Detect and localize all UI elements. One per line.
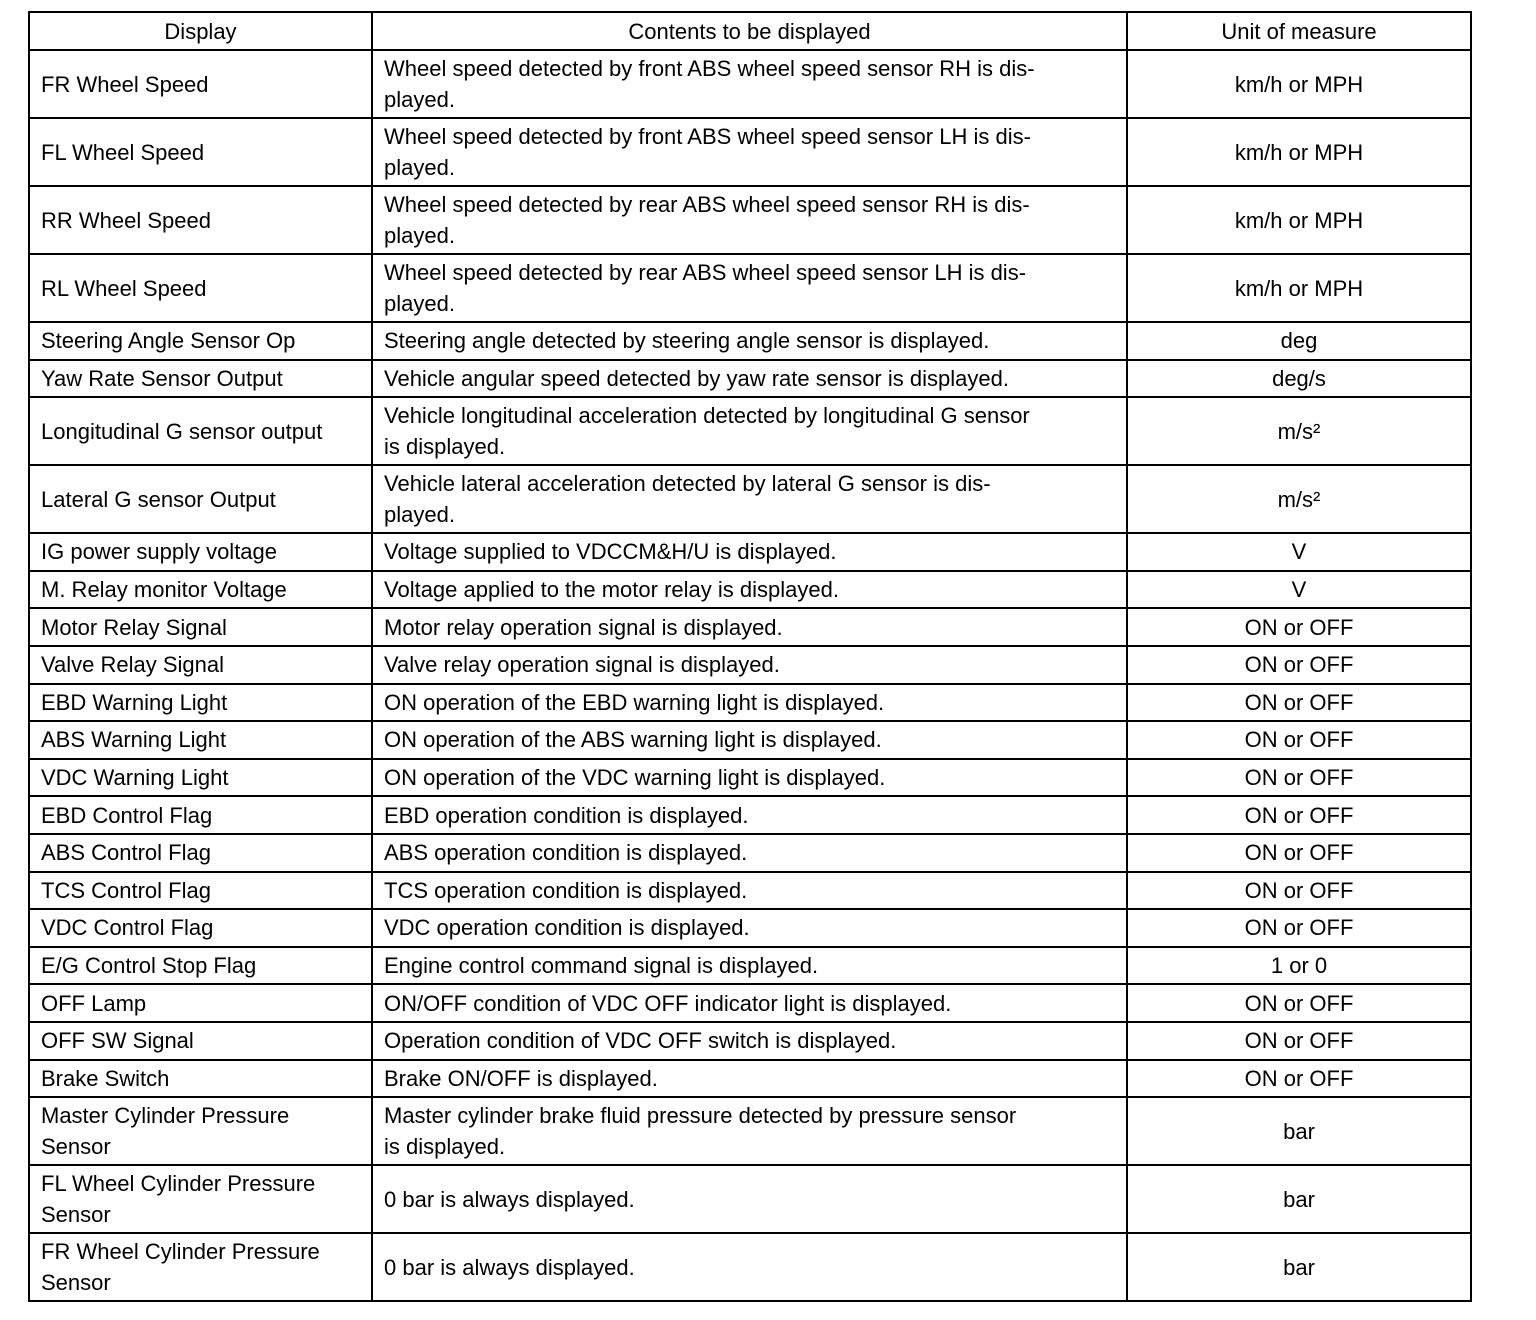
display-cell: Brake Switch bbox=[29, 1060, 372, 1098]
display-cell: FR Wheel Cylinder Pressure Sensor bbox=[29, 1233, 372, 1301]
display-cell: VDC Control Flag bbox=[29, 909, 372, 947]
display-cell: ABS Warning Light bbox=[29, 721, 372, 759]
table-row bbox=[29, 322, 1471, 360]
display-cell: RL Wheel Speed bbox=[29, 254, 372, 322]
contents-cell: Wheel speed detected by rear ABS wheel speed sensor LH is dis- played. bbox=[372, 254, 1127, 322]
table-row bbox=[29, 50, 1471, 118]
unit-cell: m/s² bbox=[1127, 397, 1471, 465]
contents-cell: Vehicle longitudinal acceleration detected by longitudinal G sensor is displayed. bbox=[372, 397, 1127, 465]
display-cell: FL Wheel Speed bbox=[29, 118, 372, 186]
table-row bbox=[29, 465, 1471, 533]
unit-cell: deg bbox=[1127, 322, 1471, 360]
unit-cell: ON or OFF bbox=[1127, 834, 1471, 872]
table-row bbox=[29, 984, 1471, 1022]
contents-cell: ON operation of the EBD warning light is displayed. bbox=[372, 684, 1127, 722]
table-row bbox=[29, 684, 1471, 722]
data-monitor-table bbox=[28, 11, 1472, 1302]
display-cell: FL Wheel Cylinder Pressure Sensor bbox=[29, 1165, 372, 1233]
display-cell: Yaw Rate Sensor Output bbox=[29, 360, 372, 398]
unit-cell: deg/s bbox=[1127, 360, 1471, 398]
unit-cell: V bbox=[1127, 571, 1471, 609]
display-cell: TCS Control Flag bbox=[29, 872, 372, 910]
contents-cell: ON/OFF condition of VDC OFF indicator light is displayed. bbox=[372, 984, 1127, 1022]
unit-cell: bar bbox=[1127, 1097, 1471, 1165]
table-row bbox=[29, 646, 1471, 684]
contents-cell: Wheel speed detected by front ABS wheel speed sensor LH is dis- played. bbox=[372, 118, 1127, 186]
table-row bbox=[29, 1233, 1471, 1301]
table-row bbox=[29, 118, 1471, 186]
contents-cell: Voltage applied to the motor relay is displayed. bbox=[372, 571, 1127, 609]
unit-cell: ON or OFF bbox=[1127, 721, 1471, 759]
header-contents: Contents to be displayed bbox=[372, 12, 1127, 50]
contents-cell: Operation condition of VDC OFF switch is displayed. bbox=[372, 1022, 1127, 1060]
table-row bbox=[29, 721, 1471, 759]
table-row bbox=[29, 533, 1471, 571]
unit-cell: ON or OFF bbox=[1127, 608, 1471, 646]
display-cell: OFF SW Signal bbox=[29, 1022, 372, 1060]
table-row bbox=[29, 872, 1471, 910]
display-cell: Motor Relay Signal bbox=[29, 608, 372, 646]
unit-cell: ON or OFF bbox=[1127, 1022, 1471, 1060]
display-cell: ABS Control Flag bbox=[29, 834, 372, 872]
contents-cell: Motor relay operation signal is displayed. bbox=[372, 608, 1127, 646]
table-row bbox=[29, 608, 1471, 646]
table-row bbox=[29, 186, 1471, 254]
contents-cell: 0 bar is always displayed. bbox=[372, 1233, 1127, 1301]
display-cell: VDC Warning Light bbox=[29, 759, 372, 797]
contents-cell: Master cylinder brake fluid pressure detected by pressure sensor is displayed. bbox=[372, 1097, 1127, 1165]
unit-cell: bar bbox=[1127, 1165, 1471, 1233]
contents-cell: Vehicle angular speed detected by yaw rate sensor is displayed. bbox=[372, 360, 1127, 398]
display-cell: Steering Angle Sensor Op bbox=[29, 322, 372, 360]
contents-cell: ON operation of the ABS warning light is displayed. bbox=[372, 721, 1127, 759]
table-row bbox=[29, 834, 1471, 872]
contents-cell: 0 bar is always displayed. bbox=[372, 1165, 1127, 1233]
contents-cell: Wheel speed detected by front ABS wheel speed sensor RH is dis- played. bbox=[372, 50, 1127, 118]
contents-cell: Brake ON/OFF is displayed. bbox=[372, 1060, 1127, 1098]
contents-cell: Valve relay operation signal is displayed. bbox=[372, 646, 1127, 684]
header-unit: Unit of measure bbox=[1127, 12, 1471, 50]
unit-cell: km/h or MPH bbox=[1127, 254, 1471, 322]
unit-cell: ON or OFF bbox=[1127, 796, 1471, 834]
header-display: Display bbox=[29, 12, 372, 50]
unit-cell: ON or OFF bbox=[1127, 909, 1471, 947]
display-cell: IG power supply voltage bbox=[29, 533, 372, 571]
contents-cell: Steering angle detected by steering angle sensor is displayed. bbox=[372, 322, 1127, 360]
unit-cell: km/h or MPH bbox=[1127, 186, 1471, 254]
display-cell: E/G Control Stop Flag bbox=[29, 947, 372, 985]
table-row bbox=[29, 909, 1471, 947]
display-cell: EBD Warning Light bbox=[29, 684, 372, 722]
contents-cell: ON operation of the VDC warning light is displayed. bbox=[372, 759, 1127, 797]
unit-cell: ON or OFF bbox=[1127, 759, 1471, 797]
table-row bbox=[29, 1165, 1471, 1233]
contents-cell: Engine control command signal is displayed. bbox=[372, 947, 1127, 985]
display-cell: Master Cylinder Pressure Sensor bbox=[29, 1097, 372, 1165]
display-cell: Longitudinal G sensor output bbox=[29, 397, 372, 465]
table-row bbox=[29, 1097, 1471, 1165]
unit-cell: ON or OFF bbox=[1127, 684, 1471, 722]
unit-cell: ON or OFF bbox=[1127, 984, 1471, 1022]
unit-cell: m/s² bbox=[1127, 465, 1471, 533]
contents-cell: Vehicle lateral acceleration detected by lateral G sensor is dis- played. bbox=[372, 465, 1127, 533]
unit-cell: ON or OFF bbox=[1127, 872, 1471, 910]
contents-cell: Wheel speed detected by rear ABS wheel speed sensor RH is dis- played. bbox=[372, 186, 1127, 254]
unit-cell: km/h or MPH bbox=[1127, 50, 1471, 118]
table-row bbox=[29, 759, 1471, 797]
header-row bbox=[29, 12, 1471, 50]
unit-cell: 1 or 0 bbox=[1127, 947, 1471, 985]
table-row bbox=[29, 1022, 1471, 1060]
table-row bbox=[29, 397, 1471, 465]
table-row bbox=[29, 571, 1471, 609]
contents-cell: EBD operation condition is displayed. bbox=[372, 796, 1127, 834]
table-row bbox=[29, 947, 1471, 985]
display-cell: RR Wheel Speed bbox=[29, 186, 372, 254]
display-cell: FR Wheel Speed bbox=[29, 50, 372, 118]
unit-cell: ON or OFF bbox=[1127, 1060, 1471, 1098]
display-cell: EBD Control Flag bbox=[29, 796, 372, 834]
contents-cell: ABS operation condition is displayed. bbox=[372, 834, 1127, 872]
contents-cell: VDC operation condition is displayed. bbox=[372, 909, 1127, 947]
unit-cell: km/h or MPH bbox=[1127, 118, 1471, 186]
table-row bbox=[29, 360, 1471, 398]
display-cell: Valve Relay Signal bbox=[29, 646, 372, 684]
display-cell: Lateral G sensor Output bbox=[29, 465, 372, 533]
unit-cell: ON or OFF bbox=[1127, 646, 1471, 684]
contents-cell: Voltage supplied to VDCCM&H/U is displayed. bbox=[372, 533, 1127, 571]
unit-cell: bar bbox=[1127, 1233, 1471, 1301]
display-cell: M. Relay monitor Voltage bbox=[29, 571, 372, 609]
table-row bbox=[29, 254, 1471, 322]
table-row bbox=[29, 796, 1471, 834]
unit-cell: V bbox=[1127, 533, 1471, 571]
contents-cell: TCS operation condition is displayed. bbox=[372, 872, 1127, 910]
display-cell: OFF Lamp bbox=[29, 984, 372, 1022]
table-row bbox=[29, 1060, 1471, 1098]
